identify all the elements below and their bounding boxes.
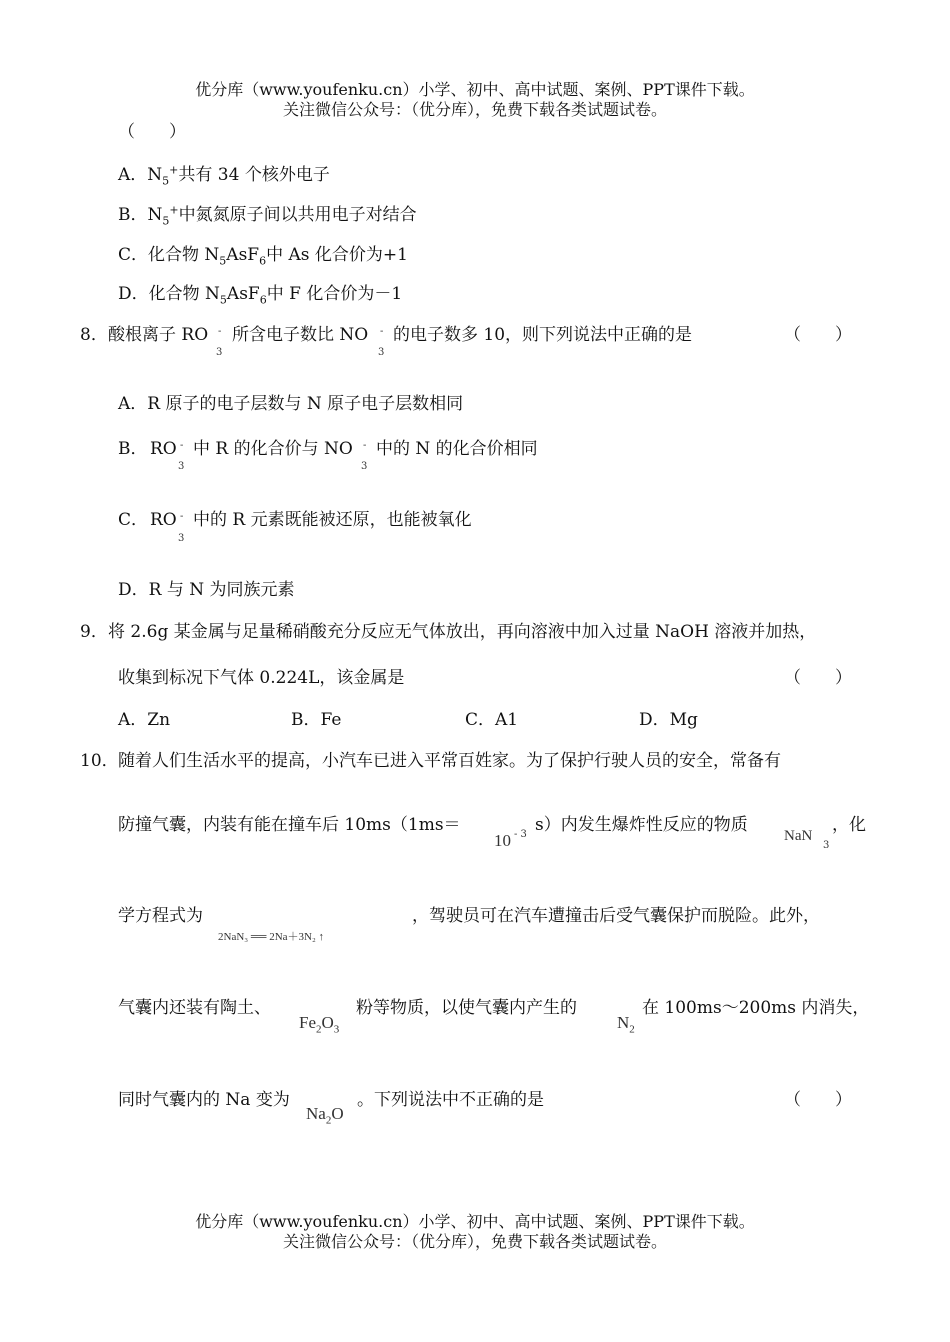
q8-option-b-label: B． — [118, 439, 148, 459]
q8-option-d — [118, 580, 295, 600]
page-footer-line2: 关注微信公众号：（优分库），免费下载各类试题试卷。 — [282, 1232, 667, 1251]
page-footer-line1: 优分库（www.youfenku.cn）小学、初中、高中试题、案例、PPT课件下载。 — [195, 1212, 755, 1231]
q9-option-a: A．Zn — [118, 710, 171, 730]
q8-option-b-sub1: 3 — [178, 461, 185, 472]
q7-option-a-sup: + — [169, 163, 179, 177]
q10-fe2o3-sub1: 2 — [316, 1023, 322, 1036]
q10-line3-post: ，驾驶员可在汽车遭撞击后受气囊保护而脱险。此外， — [412, 906, 820, 926]
q10-n2-sub: 2 — [629, 1023, 635, 1036]
q10-na2o-na: Na — [306, 1104, 326, 1123]
q7-option-d — [118, 284, 403, 307]
q10-fe2o3-fe: Fe — [299, 1013, 316, 1032]
page-header-line2: 关注微信公众号：（优分库），免费下载各类试题试卷。 — [282, 100, 667, 119]
q8-option-b-pre: RO — [150, 439, 177, 459]
q7-option-a — [118, 163, 330, 188]
q10-fe2o3 — [299, 1013, 340, 1036]
q10-line4-post: 在 100ms～200ms 内消失， — [642, 998, 870, 1018]
q7-option-c-text: 中 As 化合价为+1 — [266, 245, 408, 265]
q10-line2-mid: s）内发生爆炸性反应的物质 — [535, 815, 748, 835]
q10-nan3-base: NaN — [784, 828, 813, 844]
q7-answer-bracket: （ ） — [118, 122, 186, 142]
q8-option-d-text: R 与 N 为同族元素 — [148, 580, 295, 600]
q8-option-b-post: 中的 N 的化合价相同 — [376, 439, 538, 459]
q8-stem-pre: 酸根离子 RO — [108, 325, 209, 345]
q8-stem-ion2-sub: 3 — [378, 347, 385, 358]
q10-ten-base: 10 — [494, 831, 511, 850]
q7-option-b — [118, 203, 417, 228]
q7-option-c-sub2: 6 — [259, 254, 267, 268]
q8-option-b-sub2: 3 — [361, 461, 368, 472]
q7-option-c-sub1: 5 — [219, 254, 227, 268]
q10-equation: 2NaN₃ ══ 2Na＋3N₂ ↑ — [218, 931, 325, 943]
q7-option-a-label: A． — [118, 165, 148, 185]
q7-option-b-sub: 5 — [162, 214, 170, 228]
q9-option-d: D．Mg — [639, 710, 698, 730]
q8-stem-mid: 所含电子数比 NO — [232, 325, 369, 345]
q8-option-c-sub: 3 — [178, 533, 185, 544]
q8-option-c-post: 中的 R 元素既能被还原，也能被氧化 — [193, 510, 472, 530]
page-header-line1: 优分库（www.youfenku.cn）小学、初中、高中试题、案例、PPT课件下载。 — [195, 80, 755, 99]
q7-option-c-mid: AsF — [226, 245, 260, 265]
q9-option-c: C．A1 — [465, 710, 519, 730]
q10-n2-base: N — [617, 1013, 630, 1032]
q10-line2-pre: 防撞气囊，内装有能在撞车后 10ms（1ms＝ — [118, 815, 461, 835]
q8-option-a-text: R 原子的电子层数与 N 原子电子层数相同 — [147, 394, 464, 414]
q9-bracket: （ ） — [784, 668, 852, 688]
q8-number: 8． — [80, 325, 108, 345]
q8-option-c-pre: RO — [150, 510, 177, 530]
q7-option-a-sub: 5 — [162, 174, 170, 188]
q8-option-b-charge2: - — [363, 440, 367, 451]
q10-fe2o3-o: O — [321, 1013, 334, 1032]
q10-line5-pre: 同时气囊内的 Na 变为 — [118, 1090, 290, 1110]
q8-option-d-label: D． — [118, 580, 149, 600]
q7-option-d-mid: AsF — [226, 284, 260, 304]
q7-option-a-text: 共有 34 个核外电子 — [178, 165, 330, 185]
q10-fe2o3-sub2: 3 — [333, 1023, 340, 1036]
q8-stem-ion1-sub: 3 — [216, 347, 223, 358]
q9-option-b: B．Fe — [291, 710, 342, 730]
q10-line4-pre: 气囊内还装有陶土、 — [118, 998, 271, 1018]
q7-option-d-text: 中 F 化合价为－1 — [266, 284, 403, 304]
q9-stem-line2: 收集到标况下气体 0.224L，该金属是 — [118, 668, 405, 688]
q7-option-d-sub1: 5 — [219, 293, 227, 307]
q7-option-d-label: D． — [118, 284, 149, 304]
q8-option-a — [118, 394, 463, 414]
q7-option-c-label: C． — [118, 245, 149, 265]
q7-option-c-pre: 化合物 N — [148, 245, 220, 265]
q10-na2o — [306, 1104, 344, 1127]
q8-option-c-label: C． — [118, 510, 149, 530]
q10-line5-post: 。下列说法中不正确的是 — [357, 1090, 544, 1110]
q10-line2-post: ，化 — [832, 815, 866, 835]
q10-bracket: （ ） — [784, 1090, 852, 1110]
q8-stem-ion2-charge: - — [380, 326, 384, 337]
q7-option-c — [118, 245, 408, 268]
q8-bracket: （ ） — [784, 325, 852, 345]
q10-ten-exp: - 3 — [514, 829, 527, 840]
q8-option-c-charge: - — [180, 511, 184, 522]
q7-option-b-sup: + — [169, 203, 179, 217]
q7-option-b-text: 中氮氮原子间以共用电子对结合 — [178, 205, 417, 225]
q9-number: 9． — [80, 622, 108, 642]
q10-n2 — [617, 1013, 635, 1036]
q7-option-a-formula: N — [147, 165, 163, 185]
q10-line1: 随着人们生活水平的提高，小汽车已进入平常百姓家。为了保护行驶人员的安全，常备有 — [118, 751, 781, 771]
q10-na2o-o: O — [331, 1104, 344, 1123]
q10-nan3-sub: 3 — [823, 840, 830, 851]
q8-stem-post: 的电子数多 10，则下列说法中正确的是 — [393, 325, 693, 345]
q8-option-b-mid: 中 R 的化合价与 NO — [193, 439, 353, 459]
q10-number: 10． — [80, 751, 119, 771]
q8-option-b-charge1: - — [180, 440, 184, 451]
q8-option-a-label: A． — [118, 394, 148, 414]
q7-option-d-pre: 化合物 N — [148, 284, 220, 304]
q10-na2o-sub: 2 — [325, 1114, 332, 1127]
q10-line4-mid: 粉等物质，以使气囊内产生的 — [356, 998, 577, 1018]
q7-option-b-formula: N — [147, 205, 163, 225]
q8-stem-ion1-charge: - — [218, 326, 222, 337]
q7-option-d-sub2: 6 — [259, 293, 267, 307]
q10-line3-pre: 学方程式为 — [118, 906, 203, 926]
q9-stem-line1: 将 2.6g 某金属与足量稀硝酸充分反应无气体放出，再向溶液中加入过量 NaOH 溶液并加热， — [108, 622, 817, 642]
q7-option-b-label: B． — [118, 205, 148, 225]
